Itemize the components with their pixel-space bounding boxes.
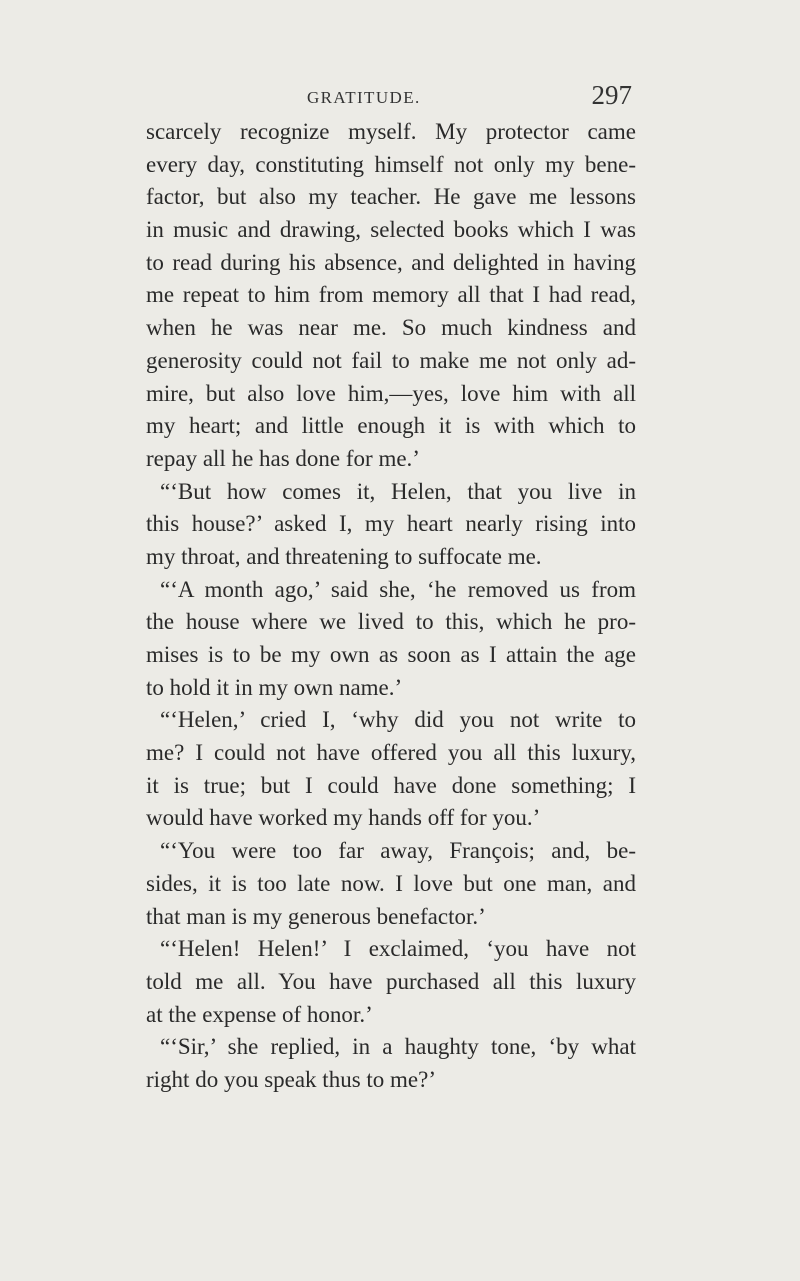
- page-header: [146, 82, 636, 112]
- text-line: that man is my generous benefactor.’: [146, 903, 486, 929]
- text-line: every day, constituting himself not only my bene-: [146, 151, 636, 177]
- text-line: “‘You were too far away, François; and, be-: [160, 838, 636, 864]
- text-line: mire, but also love him,—yes, love him with all: [146, 380, 636, 406]
- text-line: repay all he has done for me.’: [146, 445, 420, 471]
- text-line: factor, but also my teacher. He gave me lessons: [146, 184, 636, 210]
- text-line: in music and drawing, selected books which I was: [146, 217, 636, 243]
- text-line: “‘Sir,’ she replied, in a haughty tone, ‘by what: [160, 1034, 636, 1060]
- text-line: “‘But how comes it, Helen, that you live in: [160, 478, 636, 504]
- text-line: would have worked my hands off for you.’: [146, 805, 541, 831]
- running-head: GRATITUDE.: [307, 88, 421, 107]
- text-line: me repeat to him from memory all that I had read,: [146, 282, 636, 308]
- text-line: to hold it in my own name.’: [146, 674, 403, 700]
- text-line: “‘Helen,’ cried I, ‘why did you not write to: [160, 707, 636, 733]
- body-text: [146, 116, 636, 1097]
- text-line: my throat, and threatening to suffocate me.: [146, 543, 542, 569]
- text-line: right do you speak thus to me?’: [146, 1066, 437, 1092]
- text-line: when he was near me. So much kindness and: [146, 315, 636, 341]
- text-line: generosity could not fail to make me not only ad-: [146, 347, 636, 373]
- text-line: scarcely recognize myself. My protector came: [146, 119, 636, 144]
- text-line: this house?’ asked I, my heart nearly rising into: [146, 511, 636, 537]
- text-line: me? I could not have offered you all this luxury,: [146, 740, 636, 766]
- text-line: my heart; and little enough it is with which to: [146, 413, 636, 439]
- text-line: it is true; but I could have done something; I: [146, 772, 636, 798]
- text-line: at the expense of honor.’: [146, 1001, 373, 1027]
- text-line: “‘Helen! Helen!’ I exclaimed, ‘you have not: [160, 936, 636, 962]
- page-number: 297: [591, 80, 632, 110]
- text-line: “‘A month ago,’ said she, ‘he removed us from: [160, 576, 636, 602]
- text-line: to read during his absence, and delighted in having: [146, 249, 636, 275]
- text-line: told me all. You have purchased all this luxury: [146, 968, 636, 994]
- text-line: sides, it is too late now. I love but one man, and: [146, 870, 636, 896]
- text-line: mises is to be my own as soon as I attain the age: [146, 642, 636, 667]
- text-line: the house where we lived to this, which he pro-: [146, 609, 636, 635]
